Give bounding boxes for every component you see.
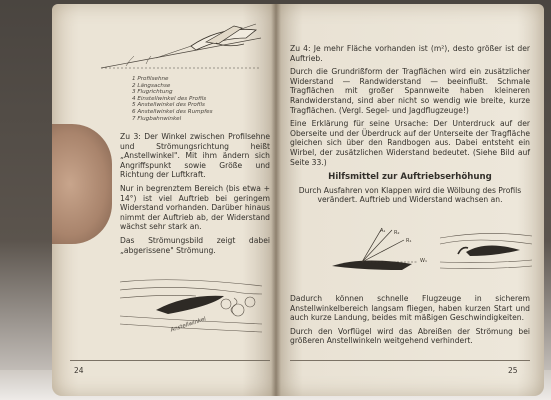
paragraph: Das Strömungsbild zeigt dabei „abgerissene" Strömung.	[120, 235, 270, 255]
right-page	[276, 4, 544, 396]
book-gutter	[271, 4, 281, 396]
legend-item: 7 Flugbahnwinkel	[132, 115, 182, 122]
figure-label: Anstellwinkel	[169, 316, 207, 334]
slat-flow-diagram	[436, 226, 536, 276]
right-page-body-continued	[290, 294, 530, 350]
legend-item: 2 Längsachse	[132, 82, 171, 89]
right-page-body	[290, 44, 530, 209]
paragraph: Nur in begrenztem Bereich (bis etwa + 14°) ist viel Auftrieb bei geringem Widerstand vorhanden. Darüber hinaus nimmt der Auftrieb ab, der Widerstand wächst sehr stark an.	[120, 183, 270, 232]
legend-item: 5 Anstellwinkel des Profils	[132, 102, 205, 109]
open-book	[52, 4, 544, 396]
section-heading: Hilfsmittel zur Auftriebserhöhung	[328, 172, 492, 183]
force-label: R₂	[394, 230, 400, 236]
stall-flow-diagram	[116, 272, 266, 344]
footer-rule	[290, 360, 530, 361]
left-page-body	[120, 132, 270, 259]
paragraph: Dadurch können schnelle Flugzeuge in sicherem Anstellwinkelbereich langsam fliegen, haben kurzen Start und auch kurze Landung, beides mit mäßigen Geschwindigkeiten.	[290, 294, 530, 323]
paragraph: Eine Erklärung für seine Ursache: Der Unterdruck auf der Oberseite und der Überdruck auf der Unterseite der Tragfläche gleichen sich über den Randbogen aus. Dabei entsteht ein Wirbel, der zusätzlichen Widerstand bedeutet. (Siehe Bild auf Seite 33.)	[290, 119, 530, 167]
figure-legend	[132, 76, 262, 122]
legend-item: 3 Flugrichtung	[132, 89, 173, 96]
paragraph: Zu 3: Der Winkel zwischen Profilsehne und Strömungsrichtung heißt „Anstellwinkel". Mit ihm ändern sich Angriffspunkt sowie Größe und Richtung der Luftkraft.	[120, 132, 270, 180]
legend-item: 6 Anstellwinkel des Rumpfes	[132, 108, 213, 115]
legend-item: 1 Profilsehne	[132, 76, 169, 82]
paragraph: Durch Ausfahren von Klappen wird die Wölbung des Profils verändert. Auftrieb und Widerstand wachsen an.	[298, 185, 522, 205]
legend-item: 4 Einstellwinkel des Profils	[132, 95, 207, 102]
footer-rule	[70, 360, 270, 361]
thumb	[52, 124, 112, 244]
force-label: R₁	[406, 238, 412, 244]
page-number: 24	[74, 366, 84, 375]
force-label: A₁	[380, 228, 386, 234]
paragraph: Durch den Vorflügel wird das Abreißen der Strömung bei größeren Anstellwinkeln weitgehend verhindert.	[290, 326, 530, 346]
page-number: 25	[508, 366, 518, 375]
paragraph: Durch die Grundrißform der Tragflächen wird ein zusätzlicher Widerstand — Randwiderstand — beeinflußt. Schmale Tragflächen mit großer Spannweite haben kleineren Randwiderstand, sind aber nicht so wendig wie breite, kurze Tragflächen. (Vergl. Segel- und Jagdflugzeuge!)	[290, 67, 530, 115]
paragraph: Zu 4: Je mehr Fläche vorhanden ist (m²), desto größer ist der Auftrieb.	[290, 44, 530, 63]
flap-force-diagram	[322, 226, 442, 290]
airplane-angle-diagram	[96, 16, 266, 76]
force-label: W₁	[420, 258, 427, 264]
